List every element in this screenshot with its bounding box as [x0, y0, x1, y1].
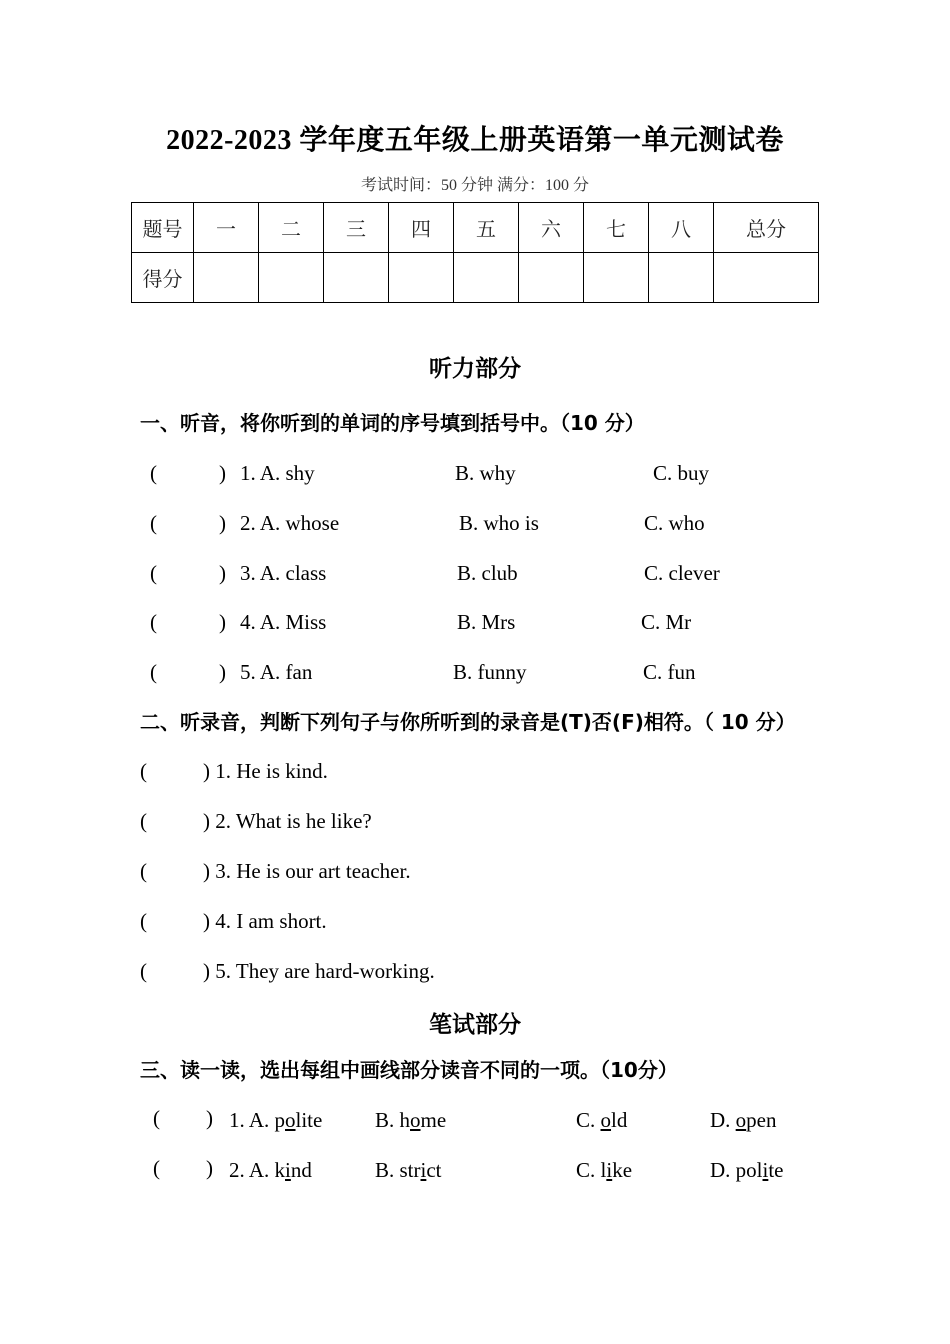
header-cell: 二 [259, 203, 324, 253]
option-c: C. fun [643, 660, 696, 684]
option-c: C. clever [644, 561, 720, 585]
bracket-open: ( [140, 959, 147, 983]
bracket-open: ( [140, 859, 147, 883]
statement: ) 4. I am short. [203, 909, 327, 933]
option-a: 1. A. shy [240, 461, 315, 485]
score-table [131, 202, 819, 303]
underlined-letter: i [420, 1158, 427, 1182]
header-cell: 一 [194, 203, 259, 253]
row-label: 得分 [132, 253, 194, 303]
bracket-close: ) [219, 660, 226, 684]
option-a: 1. A. polite [229, 1108, 323, 1132]
option-b: B. home [375, 1108, 447, 1132]
header-cell: 总分 [714, 203, 819, 253]
score-cell[interactable] [259, 253, 324, 303]
score-table-score-row [132, 253, 819, 303]
bracket-open: ( [150, 660, 157, 684]
header-cell: 四 [389, 203, 454, 253]
statement: ) 1. He is kind. [203, 759, 328, 783]
underlined-letter: o [410, 1108, 421, 1132]
statement: ) 2. What is he like? [203, 809, 372, 833]
option-d: D. polite [710, 1158, 784, 1182]
option-b: B. Mrs [457, 610, 516, 634]
option-c: C. Mr [641, 610, 692, 634]
bracket-close: ) [219, 511, 226, 535]
underlined-letter: i [285, 1158, 291, 1182]
bracket-close: ) [219, 561, 226, 585]
score-table-header-row [132, 203, 819, 253]
score-cell[interactable] [324, 253, 389, 303]
header-cell: 八 [649, 203, 714, 253]
statement: ) 5. They are hard-working. [203, 959, 435, 983]
option-c: C. like [576, 1158, 633, 1182]
underlined-letter: i [762, 1158, 769, 1182]
question-3-heading: 三、读一读，选出每组中画线部分读音不同的一项。（10分） [140, 1058, 678, 1082]
question-1-heading: 一、听音，将你听到的单词的序号填到括号中。（10 分） [140, 411, 645, 435]
option-a: 2. A. kind [229, 1158, 312, 1182]
bracket-open: ( [140, 909, 147, 933]
bracket-open: ( [150, 561, 157, 585]
underlined-letter: o [735, 1108, 747, 1132]
bracket-close: ) [219, 610, 226, 634]
option-b: B. why [455, 461, 516, 485]
header-cell: 三 [324, 203, 389, 253]
score-cell[interactable] [584, 253, 649, 303]
option-c: C. buy [653, 461, 710, 485]
score-cell[interactable] [714, 253, 819, 303]
bracket-close: ) [206, 1156, 213, 1180]
header-cell: 六 [519, 203, 584, 253]
score-cell[interactable] [519, 253, 584, 303]
bracket-close: ) [219, 461, 226, 485]
score-cell[interactable] [454, 253, 519, 303]
bracket-close: ) [206, 1106, 213, 1130]
underlined-letter: i [606, 1158, 613, 1182]
bracket-open: ( [150, 610, 157, 634]
option-b: B. who is [459, 511, 539, 535]
option-c: C. who [644, 511, 705, 535]
score-cell[interactable] [194, 253, 259, 303]
option-b: B. funny [453, 660, 527, 684]
option-b: B. club [457, 561, 518, 585]
bracket-open: ( [153, 1106, 160, 1130]
underlined-letter: o [600, 1108, 612, 1132]
score-cell[interactable] [389, 253, 454, 303]
listening-section-title: 听力部分 [429, 356, 521, 382]
exam-info: 考试时间：50 分钟 满分：100 分 [360, 177, 589, 194]
header-cell: 题号 [132, 203, 194, 253]
bracket-open: ( [140, 809, 147, 833]
statement: ) 3. He is our art teacher. [203, 859, 411, 883]
bracket-open: ( [153, 1156, 160, 1180]
option-a: 5. A. fan [240, 660, 313, 684]
bracket-open: ( [150, 511, 157, 535]
option-a: 3. A. class [240, 561, 327, 585]
score-cell[interactable] [649, 253, 714, 303]
bracket-open: ( [140, 759, 147, 783]
option-b: B. strict [375, 1158, 442, 1182]
bracket-open: ( [150, 461, 157, 485]
option-a: 4. A. Miss [240, 610, 327, 634]
header-cell: 七 [584, 203, 649, 253]
page-title: 2022-2023 学年度五年级上册英语第一单元测试卷 [166, 125, 784, 156]
option-d: D. open [710, 1108, 777, 1132]
underlined-letter: o [285, 1108, 296, 1132]
option-c: C. old [576, 1108, 628, 1132]
writing-section-title: 笔试部分 [429, 1012, 521, 1038]
question-2-heading: 二、听录音，判断下列句子与你所听到的录音是(T)否(F)相符。（ 10 分） [140, 710, 796, 734]
option-a: 2. A. whose [240, 511, 340, 535]
header-cell: 五 [454, 203, 519, 253]
